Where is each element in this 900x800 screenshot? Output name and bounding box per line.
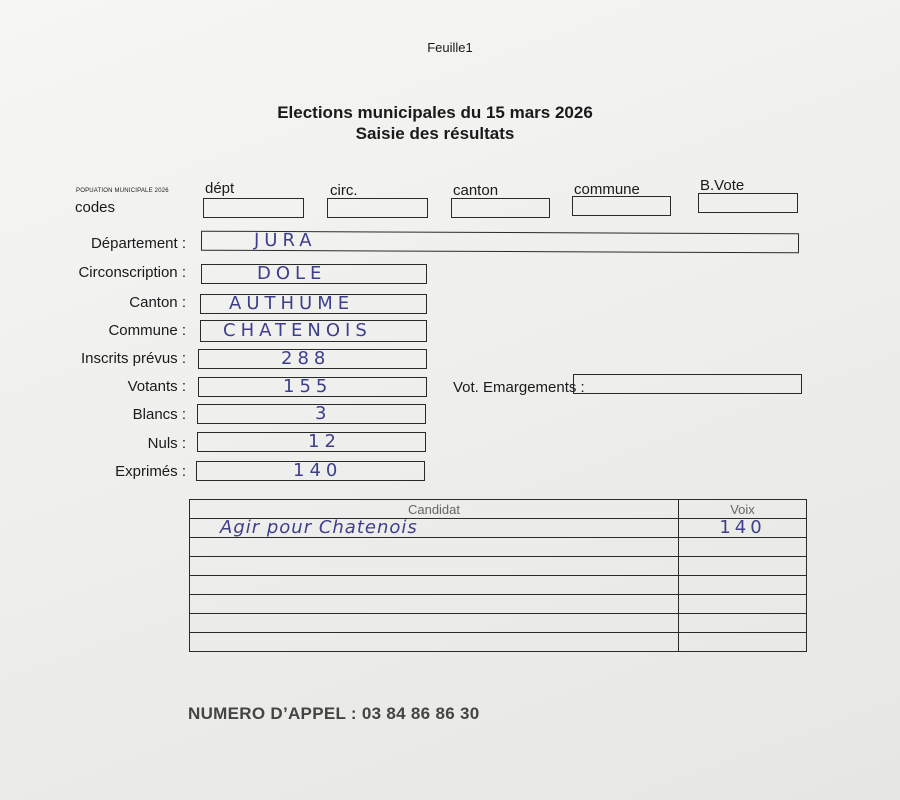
field-circonscription[interactable] — [201, 264, 427, 284]
code-header-bvote: B.Vote — [700, 177, 745, 194]
sheet-label: Feuille1 — [427, 40, 473, 55]
title-line-1: Elections municipales du 15 mars 2026 — [277, 103, 593, 122]
field-canton[interactable] — [200, 294, 427, 314]
label-circonscription: Circonscription : — [78, 264, 186, 281]
candidate-table — [189, 499, 807, 652]
code-field-commune[interactable] — [572, 196, 671, 216]
label-commune: Commune : — [108, 322, 186, 339]
phone-number: NUMERO D’APPEL : 03 84 86 86 30 — [188, 704, 480, 723]
field-vot-emargements[interactable] — [573, 374, 802, 394]
value-exprimes: 140 — [293, 460, 343, 481]
field-commune[interactable] — [200, 320, 427, 342]
field-votants[interactable] — [198, 377, 427, 397]
code-field-dept[interactable] — [203, 198, 304, 218]
field-blancs[interactable] — [197, 404, 426, 424]
code-header-canton: canton — [453, 182, 499, 199]
table-row[interactable] — [190, 576, 807, 595]
code-field-circ[interactable] — [327, 198, 428, 218]
label-blancs: Blancs : — [132, 406, 186, 423]
table-row[interactable] — [190, 633, 807, 652]
field-exprimes[interactable] — [196, 461, 425, 481]
table-row[interactable] — [190, 595, 807, 614]
label-departement: Département : — [90, 235, 186, 252]
value-blancs: 3 — [315, 403, 332, 424]
label-canton: Canton : — [129, 294, 186, 311]
value-votants: 155 — [283, 376, 333, 397]
candidate-name: Agir pour Chatenois — [220, 517, 418, 538]
table-row[interactable] — [190, 538, 807, 557]
value-departement: JURA — [253, 229, 317, 252]
column-header-candidat: Candidat — [190, 500, 679, 519]
field-nuls[interactable] — [197, 432, 426, 452]
title-line-2: Saisie des résultats — [355, 124, 515, 143]
population-label: POPUATION MUNICIPALE 2026 — [76, 188, 169, 194]
label-exprimes: Exprimés : — [115, 463, 186, 480]
label-vot-emargements: Vot. Emargements : — [453, 379, 585, 396]
codes-label: codes — [75, 199, 116, 216]
column-header-voix: Voix — [679, 500, 807, 519]
value-nuls: 12 — [308, 431, 341, 452]
label-inscrits: Inscrits prévus : — [80, 350, 186, 367]
table-header-row — [190, 500, 807, 519]
code-field-bvote[interactable] — [698, 193, 798, 213]
page-title — [0, 102, 870, 144]
table-row[interactable] — [190, 519, 807, 538]
value-circonscription: DOLE — [257, 263, 327, 284]
code-field-canton[interactable] — [451, 198, 550, 218]
value-inscrits: 288 — [281, 348, 331, 369]
field-inscrits[interactable] — [198, 349, 427, 369]
value-canton: AUTHUME — [229, 293, 355, 314]
candidate-votes: 140 — [719, 517, 766, 538]
code-header-dept: dépt — [205, 180, 235, 197]
table-row[interactable] — [190, 614, 807, 633]
code-header-circ: circ. — [330, 182, 358, 199]
label-nuls: Nuls : — [147, 435, 186, 452]
label-votants: Votants : — [127, 378, 186, 395]
value-commune: CHATENOIS — [223, 320, 372, 341]
code-header-commune: commune — [574, 181, 640, 198]
table-row[interactable] — [190, 557, 807, 576]
field-departement[interactable] — [201, 231, 799, 254]
